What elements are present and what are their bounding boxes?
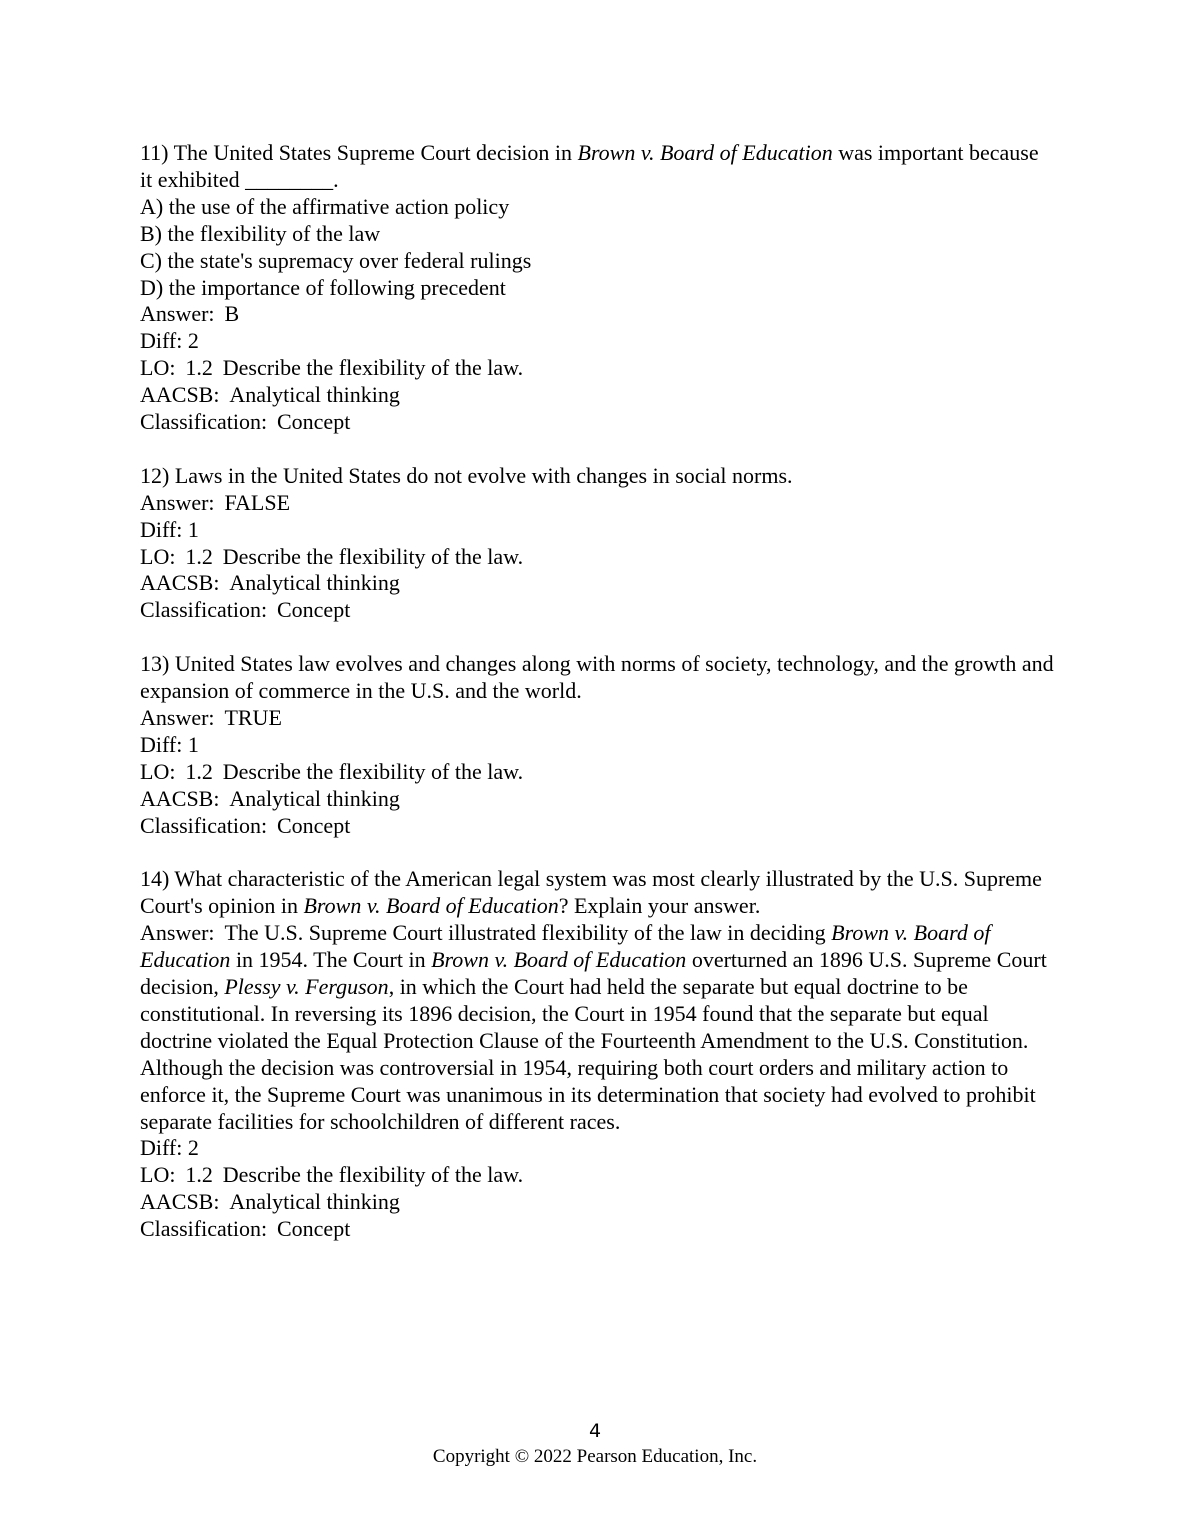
copyright-notice: Copyright © 2022 Pearson Education, Inc. xyxy=(432,1446,758,1467)
question-stem: 14) What characteristic of the American legal system was most clearly illustrated by the U.S. Supreme Court's opinion in Brown v. Board of Education? Explain your answer. xyxy=(140,866,1042,919)
answer-line: Answer: FALSE xyxy=(140,489,291,515)
answer-option: C) the state's supremacy over federal rulings xyxy=(140,247,532,273)
answer-value: FALSE xyxy=(224,489,291,515)
question-14 xyxy=(140,866,1055,1243)
question-11 xyxy=(140,140,1055,436)
aacsb: AACSB: Analytical thinking xyxy=(140,382,400,408)
answer-option: D) the importance of following precedent xyxy=(140,274,506,300)
learning-objective: LO: 1.2 Describe the flexibility of the law. xyxy=(140,1162,524,1188)
question-list xyxy=(140,140,1055,1270)
question-stem: 11) The United States Supreme Court decision in Brown v. Board of Education was important because it exhibited ________. xyxy=(140,140,1039,192)
question-12 xyxy=(140,463,1055,624)
answer-option: B) the flexibility of the law xyxy=(140,220,381,246)
answer-option: A) the use of the affirmative action policy xyxy=(140,193,510,219)
case-name: Brown v. Board of Education xyxy=(140,920,991,973)
difficulty: Diff: 2 xyxy=(140,328,199,354)
classification: Classification: Concept xyxy=(140,812,351,838)
answer-line: Answer: The U.S. Supreme Court illustrated flexibility of the law in deciding Brown v. Board of Education in 1954. The Court in Brown v. Board of Education overturned an 1896 U.S. Supreme Court decision, Plessy v. Ferguson, in which the Court had held the separate but equal doctrine to be constitutional. In reversing its 1896 decision, the Court in 1954 found that the separate but equal doctrine violated the Equal Protection Clause of the Fourteenth Amendment to the U.S. Constitution. Although the decision was controversial in 1954, requiring both court orders and military action to enforce it, the Supreme Court was unanimous in its determination that society had evolved to prohibit separate facilities for schoolchildren of different races. xyxy=(140,920,1047,1134)
classification: Classification: Concept xyxy=(140,409,351,435)
difficulty: Diff: 2 xyxy=(140,1135,199,1161)
answer-value: TRUE xyxy=(224,705,282,730)
learning-objective: LO: 1.2 Describe the flexibility of the law. xyxy=(140,543,524,569)
classification: Classification: Concept xyxy=(140,597,351,623)
aacsb: AACSB: Analytical thinking xyxy=(140,1189,400,1215)
difficulty: Diff: 1 xyxy=(140,516,199,542)
question-stem: 13) United States law evolves and changes along with norms of society, technology, and the growth and expansion of commerce in the U.S. and the world. xyxy=(140,651,1054,704)
learning-objective: LO: 1.2 Describe the flexibility of the law. xyxy=(140,758,524,784)
answer-line: Answer: B xyxy=(140,301,240,327)
case-name: Brown v. Board of Education xyxy=(431,947,687,973)
question-13 xyxy=(140,651,1055,839)
answer-value: B xyxy=(224,301,240,327)
difficulty: Diff: 1 xyxy=(140,731,199,757)
classification: Classification: Concept xyxy=(140,1216,351,1242)
page-number: 4 xyxy=(588,1420,602,1442)
aacsb: AACSB: Analytical thinking xyxy=(140,570,400,596)
learning-objective: LO: 1.2 Describe the flexibility of the law. xyxy=(140,355,524,381)
case-name: Brown v. Board of Education xyxy=(303,893,559,919)
case-name: Brown v. Board of Education xyxy=(577,140,833,165)
answer-line: Answer: TRUE xyxy=(140,705,282,730)
aacsb: AACSB: Analytical thinking xyxy=(140,785,400,811)
question-stem: 12) Laws in the United States do not evolve with changes in social norms. xyxy=(140,462,793,488)
case-name: Plessy v. Ferguson xyxy=(224,974,389,1000)
